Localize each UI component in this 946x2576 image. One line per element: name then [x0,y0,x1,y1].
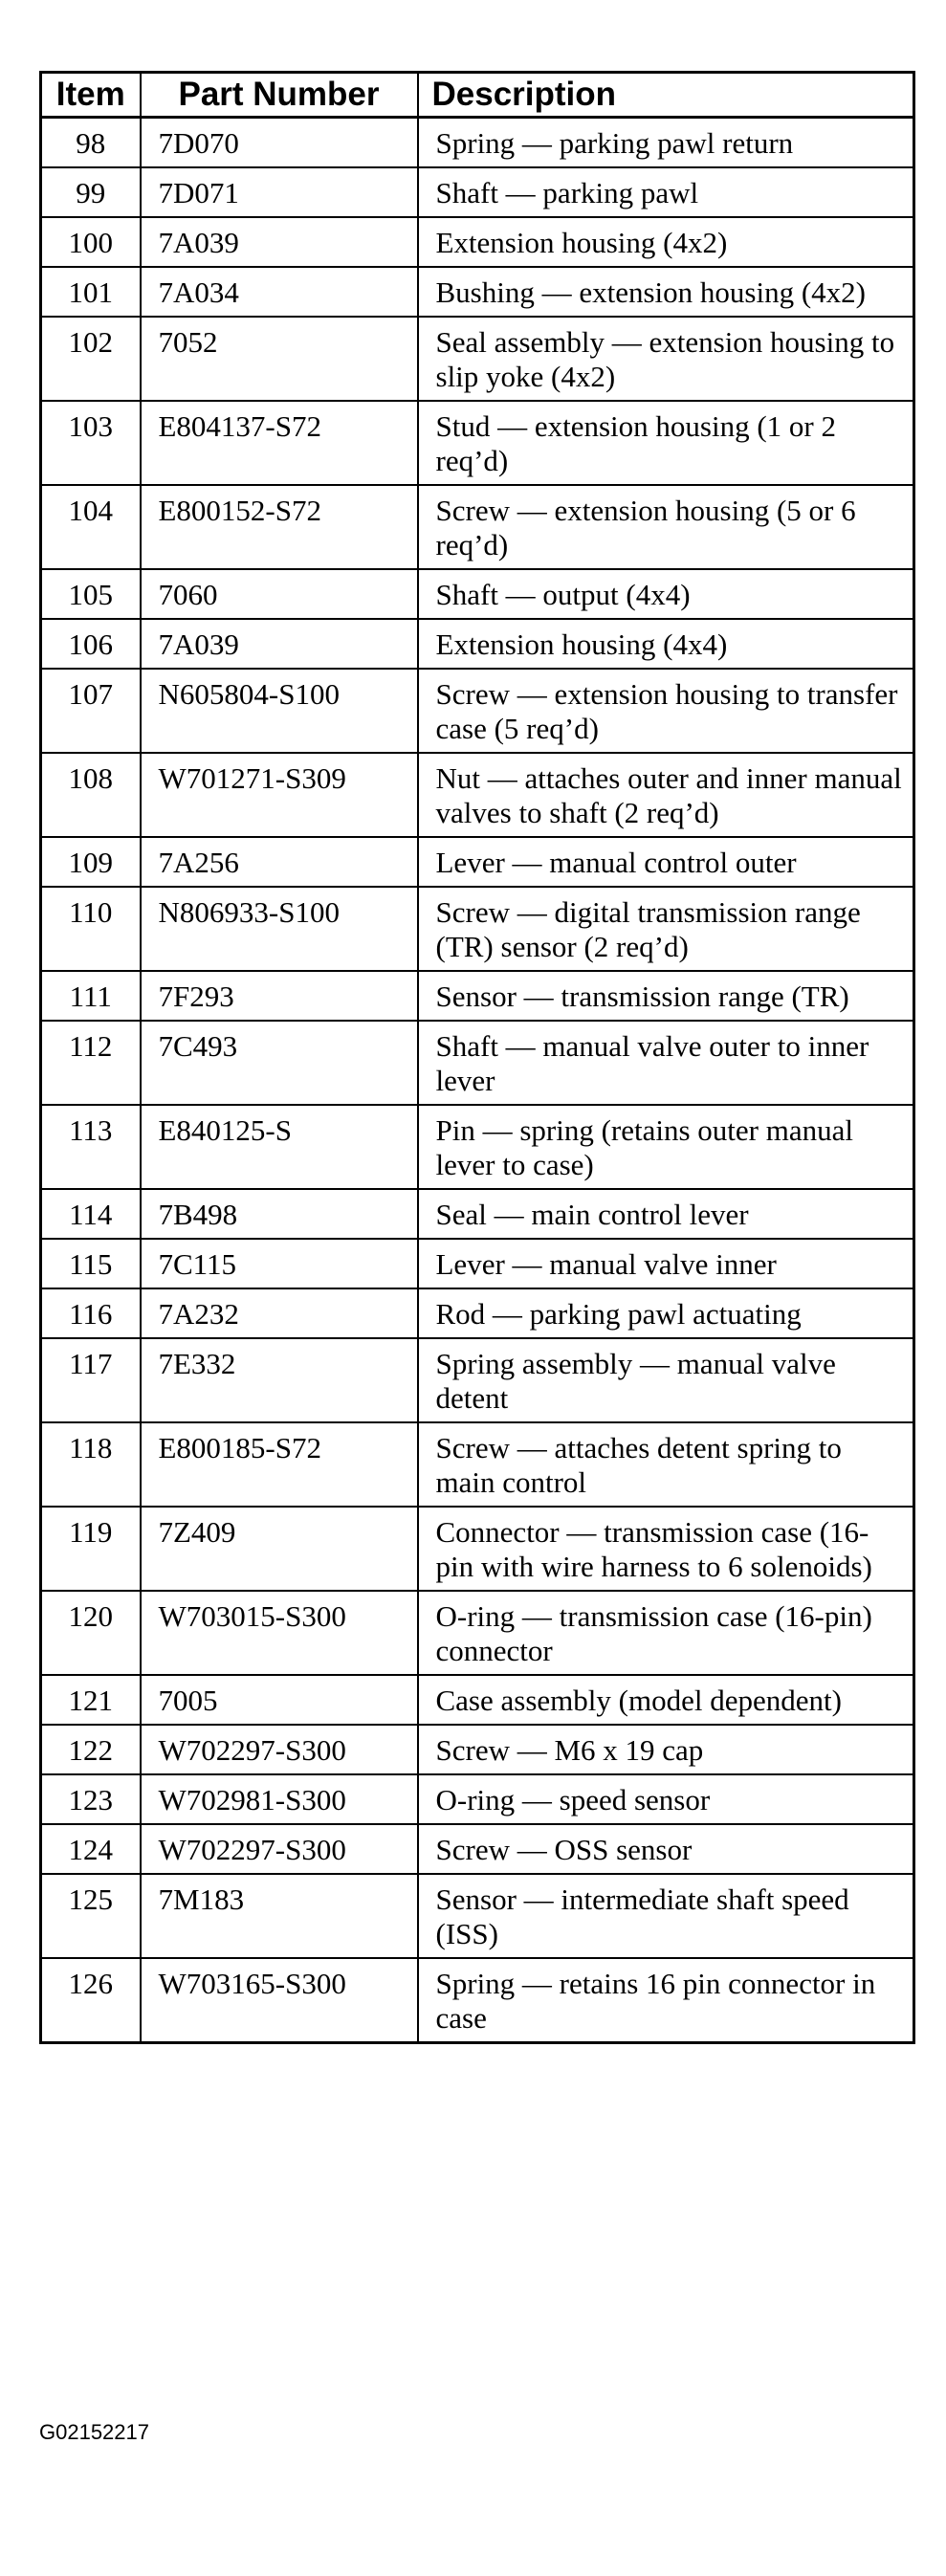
part-number-cell: 7D071 [141,167,418,217]
part-number-cell: 7A039 [141,217,418,267]
part-number-cell: 7C115 [141,1239,418,1288]
part-number-cell: 7A256 [141,837,418,887]
part-number-cell: 7B498 [141,1189,418,1239]
part-number-cell: 7052 [141,317,418,401]
parts-table [39,71,915,2044]
part-number-cell: 7060 [141,569,418,619]
table-row [41,1824,914,1874]
description-cell: Screw — extension housing (5 or 6 req’d) [418,485,914,569]
item-number-cell: 107 [41,669,141,753]
table-row [41,1288,914,1338]
description-cell: Bushing — extension housing (4x2) [418,267,914,317]
table-row [41,1675,914,1725]
description-cell: Screw — digital transmission range (TR) sensor (2 req’d) [418,887,914,971]
item-number-cell: 109 [41,837,141,887]
description-cell: Lever — manual valve inner [418,1239,914,1288]
item-number-cell: 120 [41,1591,141,1675]
description-cell: Seal — main control lever [418,1189,914,1239]
header-description: Description [418,73,914,118]
table-row [41,1958,914,2043]
description-cell: Nut — attaches outer and inner manual valves to shaft (2 req’d) [418,753,914,837]
table-header-row [41,73,914,118]
header-item: Item [41,73,141,118]
table-row [41,118,914,168]
table-row [41,1105,914,1189]
table-row [41,317,914,401]
description-cell: Screw — M6 x 19 cap [418,1725,914,1774]
item-number-cell: 115 [41,1239,141,1288]
table-row [41,619,914,669]
description-cell: Connector — transmission case (16-pin with wire harness to 6 solenoids) [418,1507,914,1591]
item-number-cell: 105 [41,569,141,619]
item-number-cell: 100 [41,217,141,267]
table-row [41,753,914,837]
item-number-cell: 122 [41,1725,141,1774]
description-cell: O-ring — transmission case (16-pin) connector [418,1591,914,1675]
description-cell: Lever — manual control outer [418,837,914,887]
item-number-cell: 102 [41,317,141,401]
description-cell: Shaft — manual valve outer to inner lever [418,1021,914,1105]
item-number-cell: 106 [41,619,141,669]
part-number-cell: N605804-S100 [141,669,418,753]
part-number-cell: 7A232 [141,1288,418,1338]
description-cell: Extension housing (4x4) [418,619,914,669]
table-row [41,1338,914,1422]
description-cell: Extension housing (4x2) [418,217,914,267]
item-number-cell: 112 [41,1021,141,1105]
item-number-cell: 114 [41,1189,141,1239]
table-row [41,669,914,753]
table-row [41,1189,914,1239]
item-number-cell: 118 [41,1422,141,1507]
item-number-cell: 98 [41,118,141,168]
table-row [41,569,914,619]
part-number-cell: 7005 [141,1675,418,1725]
part-number-cell: E804137-S72 [141,401,418,485]
table-row [41,1507,914,1591]
table-row [41,1874,914,1958]
item-number-cell: 125 [41,1874,141,1958]
part-number-cell: W703015-S300 [141,1591,418,1675]
description-cell: Shaft — output (4x4) [418,569,914,619]
table-row [41,837,914,887]
description-cell: Rod — parking pawl actuating [418,1288,914,1338]
description-cell: Pin — spring (retains outer manual lever to case) [418,1105,914,1189]
item-number-cell: 123 [41,1774,141,1824]
item-number-cell: 124 [41,1824,141,1874]
item-number-cell: 116 [41,1288,141,1338]
item-number-cell: 119 [41,1507,141,1591]
item-number-cell: 104 [41,485,141,569]
description-cell: Spring — retains 16 pin connector in case [418,1958,914,2043]
description-cell: Seal assembly — extension housing to slip yoke (4x2) [418,317,914,401]
part-number-cell: E840125-S [141,1105,418,1189]
part-number-cell: E800185-S72 [141,1422,418,1507]
part-number-cell: W701271-S309 [141,753,418,837]
table-row [41,971,914,1021]
item-number-cell: 113 [41,1105,141,1189]
table-row [41,1239,914,1288]
description-cell: Spring assembly — manual valve detent [418,1338,914,1422]
parts-table-container [39,71,913,2044]
figure-id: G02152217 [39,2420,149,2444]
part-number-cell: W702297-S300 [141,1725,418,1774]
item-number-cell: 99 [41,167,141,217]
description-cell: Shaft — parking pawl [418,167,914,217]
table-row [41,1021,914,1105]
description-cell: Screw — OSS sensor [418,1824,914,1874]
item-number-cell: 110 [41,887,141,971]
item-number-cell: 103 [41,401,141,485]
part-number-cell: W702297-S300 [141,1824,418,1874]
table-row [41,217,914,267]
description-cell: Sensor — intermediate shaft speed (ISS) [418,1874,914,1958]
part-number-cell: 7M183 [141,1874,418,1958]
part-number-cell: W702981-S300 [141,1774,418,1824]
part-number-cell: 7A039 [141,619,418,669]
table-body [41,118,914,2043]
table-row [41,887,914,971]
part-number-cell: 7Z409 [141,1507,418,1591]
part-number-cell: 7F293 [141,971,418,1021]
description-cell: O-ring — speed sensor [418,1774,914,1824]
description-cell: Screw — attaches detent spring to main control [418,1422,914,1507]
item-number-cell: 117 [41,1338,141,1422]
item-number-cell: 111 [41,971,141,1021]
part-number-cell: 7C493 [141,1021,418,1105]
table-row [41,401,914,485]
description-cell: Screw — extension housing to transfer case (5 req’d) [418,669,914,753]
header-part-number: Part Number [141,73,418,118]
item-number-cell: 121 [41,1675,141,1725]
part-number-cell: 7D070 [141,118,418,168]
part-number-cell: W703165-S300 [141,1958,418,2043]
table-row [41,167,914,217]
part-number-cell: E800152-S72 [141,485,418,569]
description-cell: Spring — parking pawl return [418,118,914,168]
part-number-cell: 7E332 [141,1338,418,1422]
part-number-cell: 7A034 [141,267,418,317]
table-row [41,485,914,569]
table-row [41,1422,914,1507]
table-row [41,1774,914,1824]
description-cell: Case assembly (model dependent) [418,1675,914,1725]
table-row [41,1591,914,1675]
table-row [41,267,914,317]
part-number-cell: N806933-S100 [141,887,418,971]
item-number-cell: 108 [41,753,141,837]
description-cell: Sensor — transmission range (TR) [418,971,914,1021]
description-cell: Stud — extension housing (1 or 2 req’d) [418,401,914,485]
item-number-cell: 101 [41,267,141,317]
table-row [41,1725,914,1774]
item-number-cell: 126 [41,1958,141,2043]
